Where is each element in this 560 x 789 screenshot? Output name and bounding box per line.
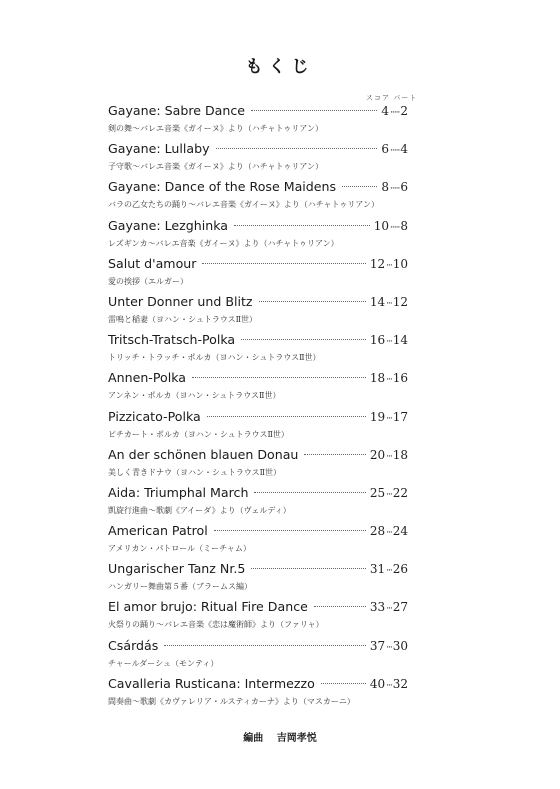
toc-entry-line (108, 485, 408, 505)
dot-leader (251, 568, 365, 569)
dot-leader (164, 645, 366, 646)
part-page: 14 (392, 333, 408, 348)
dot-leader (241, 339, 366, 340)
piece-subtitle: レズギンカ～バレエ音楽《ガイーヌ》より（ハチャトゥリアン） (108, 238, 339, 248)
piece-subtitle: 子守歌～バレエ音楽《ガイーヌ》より（ハチャトゥリアン） (108, 162, 323, 172)
page-numbers (370, 333, 408, 347)
score-page: 12 (369, 256, 386, 271)
page-separator: ··· (386, 604, 392, 615)
page-separator: ····· (390, 184, 400, 195)
arranger-credit (0, 729, 560, 744)
part-page: 4 (400, 142, 408, 157)
table-of-contents (108, 103, 408, 714)
part-page: 27 (392, 600, 408, 615)
toc-entry[interactable] (108, 179, 408, 217)
toc-entry[interactable] (108, 599, 408, 637)
piece-subtitle: アメリカン・パトロール（ミーチャム） (108, 544, 251, 554)
score-page: 4 (381, 104, 390, 118)
toc-entry-line (108, 332, 408, 352)
toc-entry-line (108, 409, 408, 429)
piece-subtitle: ピチカート・ポルカ（ヨハン・シュトラウスⅡ世） (108, 429, 289, 439)
toc-entry[interactable] (108, 676, 408, 714)
score-page: 14 (369, 294, 386, 309)
toc-entry[interactable] (108, 103, 408, 141)
arranger-label: 編曲 (243, 733, 264, 744)
page-numbers (381, 104, 408, 118)
page-numbers (370, 600, 408, 614)
toc-entry-line (108, 599, 408, 619)
toc-entry[interactable] (108, 256, 408, 294)
page-separator: ··· (386, 337, 392, 348)
score-page: 18 (369, 371, 386, 386)
piece-subtitle: 愛の挨拶（エルガー） (108, 276, 188, 286)
page-numbers (370, 639, 408, 653)
toc-entry-line (108, 141, 408, 161)
score-page: 20 (369, 447, 386, 462)
toc-entry-line (108, 523, 408, 543)
score-page: 6 (381, 142, 390, 157)
page-numbers (370, 524, 408, 538)
score-page: 10 (373, 218, 390, 233)
dot-leader (342, 186, 377, 187)
toc-entry[interactable] (108, 218, 408, 256)
toc-entry-line (108, 370, 408, 390)
page-separator: ··· (386, 413, 392, 424)
score-page: 33 (369, 600, 386, 615)
page-numbers (370, 448, 408, 462)
score-page: 28 (369, 524, 386, 539)
piece-title: Pizzicato-Polka (108, 408, 201, 424)
toc-entry[interactable] (108, 561, 408, 599)
dot-leader (202, 263, 365, 264)
piece-title: Gayane: Lullaby (108, 141, 210, 157)
dot-leader (251, 110, 377, 111)
toc-entry-line (108, 638, 408, 658)
part-page: 26 (392, 562, 408, 577)
score-page: 8 (381, 180, 390, 195)
toc-entry[interactable] (108, 447, 408, 485)
piece-subtitle: アンネン・ポルカ（ヨハン・シュトラウスⅡ世） (108, 391, 281, 401)
toc-entry-line (108, 447, 408, 467)
part-page: 22 (392, 485, 408, 500)
toc-entry-line (108, 218, 408, 238)
page-numbers (370, 257, 408, 271)
piece-subtitle: 雷鳴と稲妻（ヨハン・シュトラウスⅡ世） (108, 314, 258, 324)
page-numbers (370, 371, 408, 385)
score-page: 37 (369, 638, 386, 653)
part-page: 16 (392, 371, 408, 386)
toc-entry[interactable] (108, 141, 408, 179)
page-separator: ··· (386, 680, 392, 691)
piece-title: American Patrol (108, 523, 208, 539)
piece-title: El amor brujo: Ritual Fire Dance (108, 599, 308, 615)
piece-subtitle: トリッチ・トラッチ・ポルカ（ヨハン・シュトラウスⅡ世） (108, 353, 321, 363)
part-page: 6 (400, 180, 408, 195)
column-header: スコア パート (366, 94, 418, 102)
page-title: もくじ (245, 57, 315, 77)
page-separator: ··· (386, 298, 392, 309)
page-numbers (374, 219, 408, 233)
piece-title: Tritsch-Tratsch-Polka (108, 332, 236, 348)
piece-subtitle: 凱旋行進曲～歌劇《アイーダ》より（ヴェルディ） (108, 505, 291, 515)
page-separator: ····· (390, 222, 400, 233)
dot-leader (314, 606, 366, 607)
toc-entry-line (108, 256, 408, 276)
page-numbers (381, 142, 408, 156)
dot-leader (214, 530, 366, 531)
page-numbers (370, 562, 408, 576)
part-page: 32 (392, 676, 408, 691)
toc-entry[interactable] (108, 523, 408, 561)
part-page: 12 (392, 294, 408, 309)
page-separator: ····· (390, 108, 400, 118)
page-numbers (370, 486, 408, 500)
score-page: 40 (369, 676, 386, 691)
part-page: 10 (392, 256, 408, 271)
piece-title: Aida: Triumphal March (108, 484, 249, 500)
page-numbers (370, 677, 408, 691)
toc-entry[interactable] (108, 332, 408, 370)
score-page: 31 (369, 562, 386, 577)
page-separator: ··· (386, 375, 392, 386)
piece-subtitle: 火祭りの踊り～バレエ音楽《恋は魔術師》より（ファリャ） (108, 620, 324, 630)
part-page: 24 (392, 524, 408, 539)
dot-leader (207, 416, 366, 417)
toc-entry-line (108, 179, 408, 199)
page-numbers (370, 295, 408, 309)
piece-subtitle: 美しく青きドナウ（ヨハン・シュトラウスⅡ世） (108, 467, 282, 477)
page-numbers (381, 180, 408, 194)
page-separator: ··· (386, 489, 392, 500)
toc-entry[interactable] (108, 485, 408, 523)
page-separator: ··· (386, 642, 392, 653)
page-separator: ····· (390, 146, 400, 157)
dot-leader (234, 225, 370, 226)
piece-subtitle: バラの乙女たちの踊り～バレエ音楽《ガイーヌ》より（ハチャトゥリアン） (108, 200, 379, 210)
arranger-name: 吉岡孝悦 (276, 733, 317, 744)
page-separator: ··· (386, 260, 392, 271)
toc-entry-line (108, 676, 408, 696)
piece-subtitle: 間奏曲～歌劇《カヴァレリア・ルスティカーナ》より（マスカーニ） (108, 696, 355, 706)
toc-entry[interactable] (108, 409, 408, 447)
dot-leader (321, 683, 366, 684)
piece-title: An der schönen blauen Donau (108, 446, 299, 462)
toc-entry[interactable] (108, 638, 408, 676)
toc-entry[interactable] (108, 370, 408, 408)
part-page: 2 (400, 104, 408, 118)
dot-leader (259, 301, 366, 302)
piece-title: Cavalleria Rusticana: Intermezzo (108, 675, 315, 691)
part-page: 18 (392, 447, 408, 462)
piece-subtitle: ハンガリー舞曲第５番（ブラームス編） (108, 582, 252, 592)
part-page: 30 (392, 638, 408, 653)
page-separator: ··· (386, 566, 392, 577)
dot-leader (216, 148, 378, 149)
piece-title: Salut d'amour (108, 255, 197, 271)
page-numbers (370, 410, 408, 424)
piece-title: Gayane: Sabre Dance (108, 103, 246, 118)
part-page: 8 (400, 218, 408, 233)
score-page: 25 (369, 485, 386, 500)
toc-entry-line (108, 103, 408, 123)
score-page: 16 (369, 333, 386, 348)
toc-entry-line (108, 561, 408, 581)
toc-entry-line (108, 294, 408, 314)
dot-leader (304, 454, 365, 455)
piece-title: Gayane: Lezghinka (108, 217, 229, 233)
piece-title: Annen-Polka (108, 370, 186, 386)
dot-leader (192, 377, 366, 378)
piece-subtitle: 剣の舞～バレエ音楽《ガイーヌ》より（ハチャトゥリアン） (108, 124, 323, 133)
page-separator: ··· (386, 451, 392, 462)
piece-subtitle: チャールダーシュ（モンティ） (108, 658, 219, 668)
piece-title: Gayane: Dance of the Rose Maidens (108, 179, 337, 195)
score-page: 19 (369, 409, 386, 424)
piece-title: Ungarischer Tanz Nr.5 (108, 561, 246, 577)
dot-leader (254, 492, 365, 493)
toc-entry[interactable] (108, 294, 408, 332)
piece-title: Unter Donner und Blitz (108, 293, 253, 309)
piece-title: Csárdás (108, 637, 159, 653)
part-page: 17 (392, 409, 408, 424)
page-separator: ··· (386, 528, 392, 539)
